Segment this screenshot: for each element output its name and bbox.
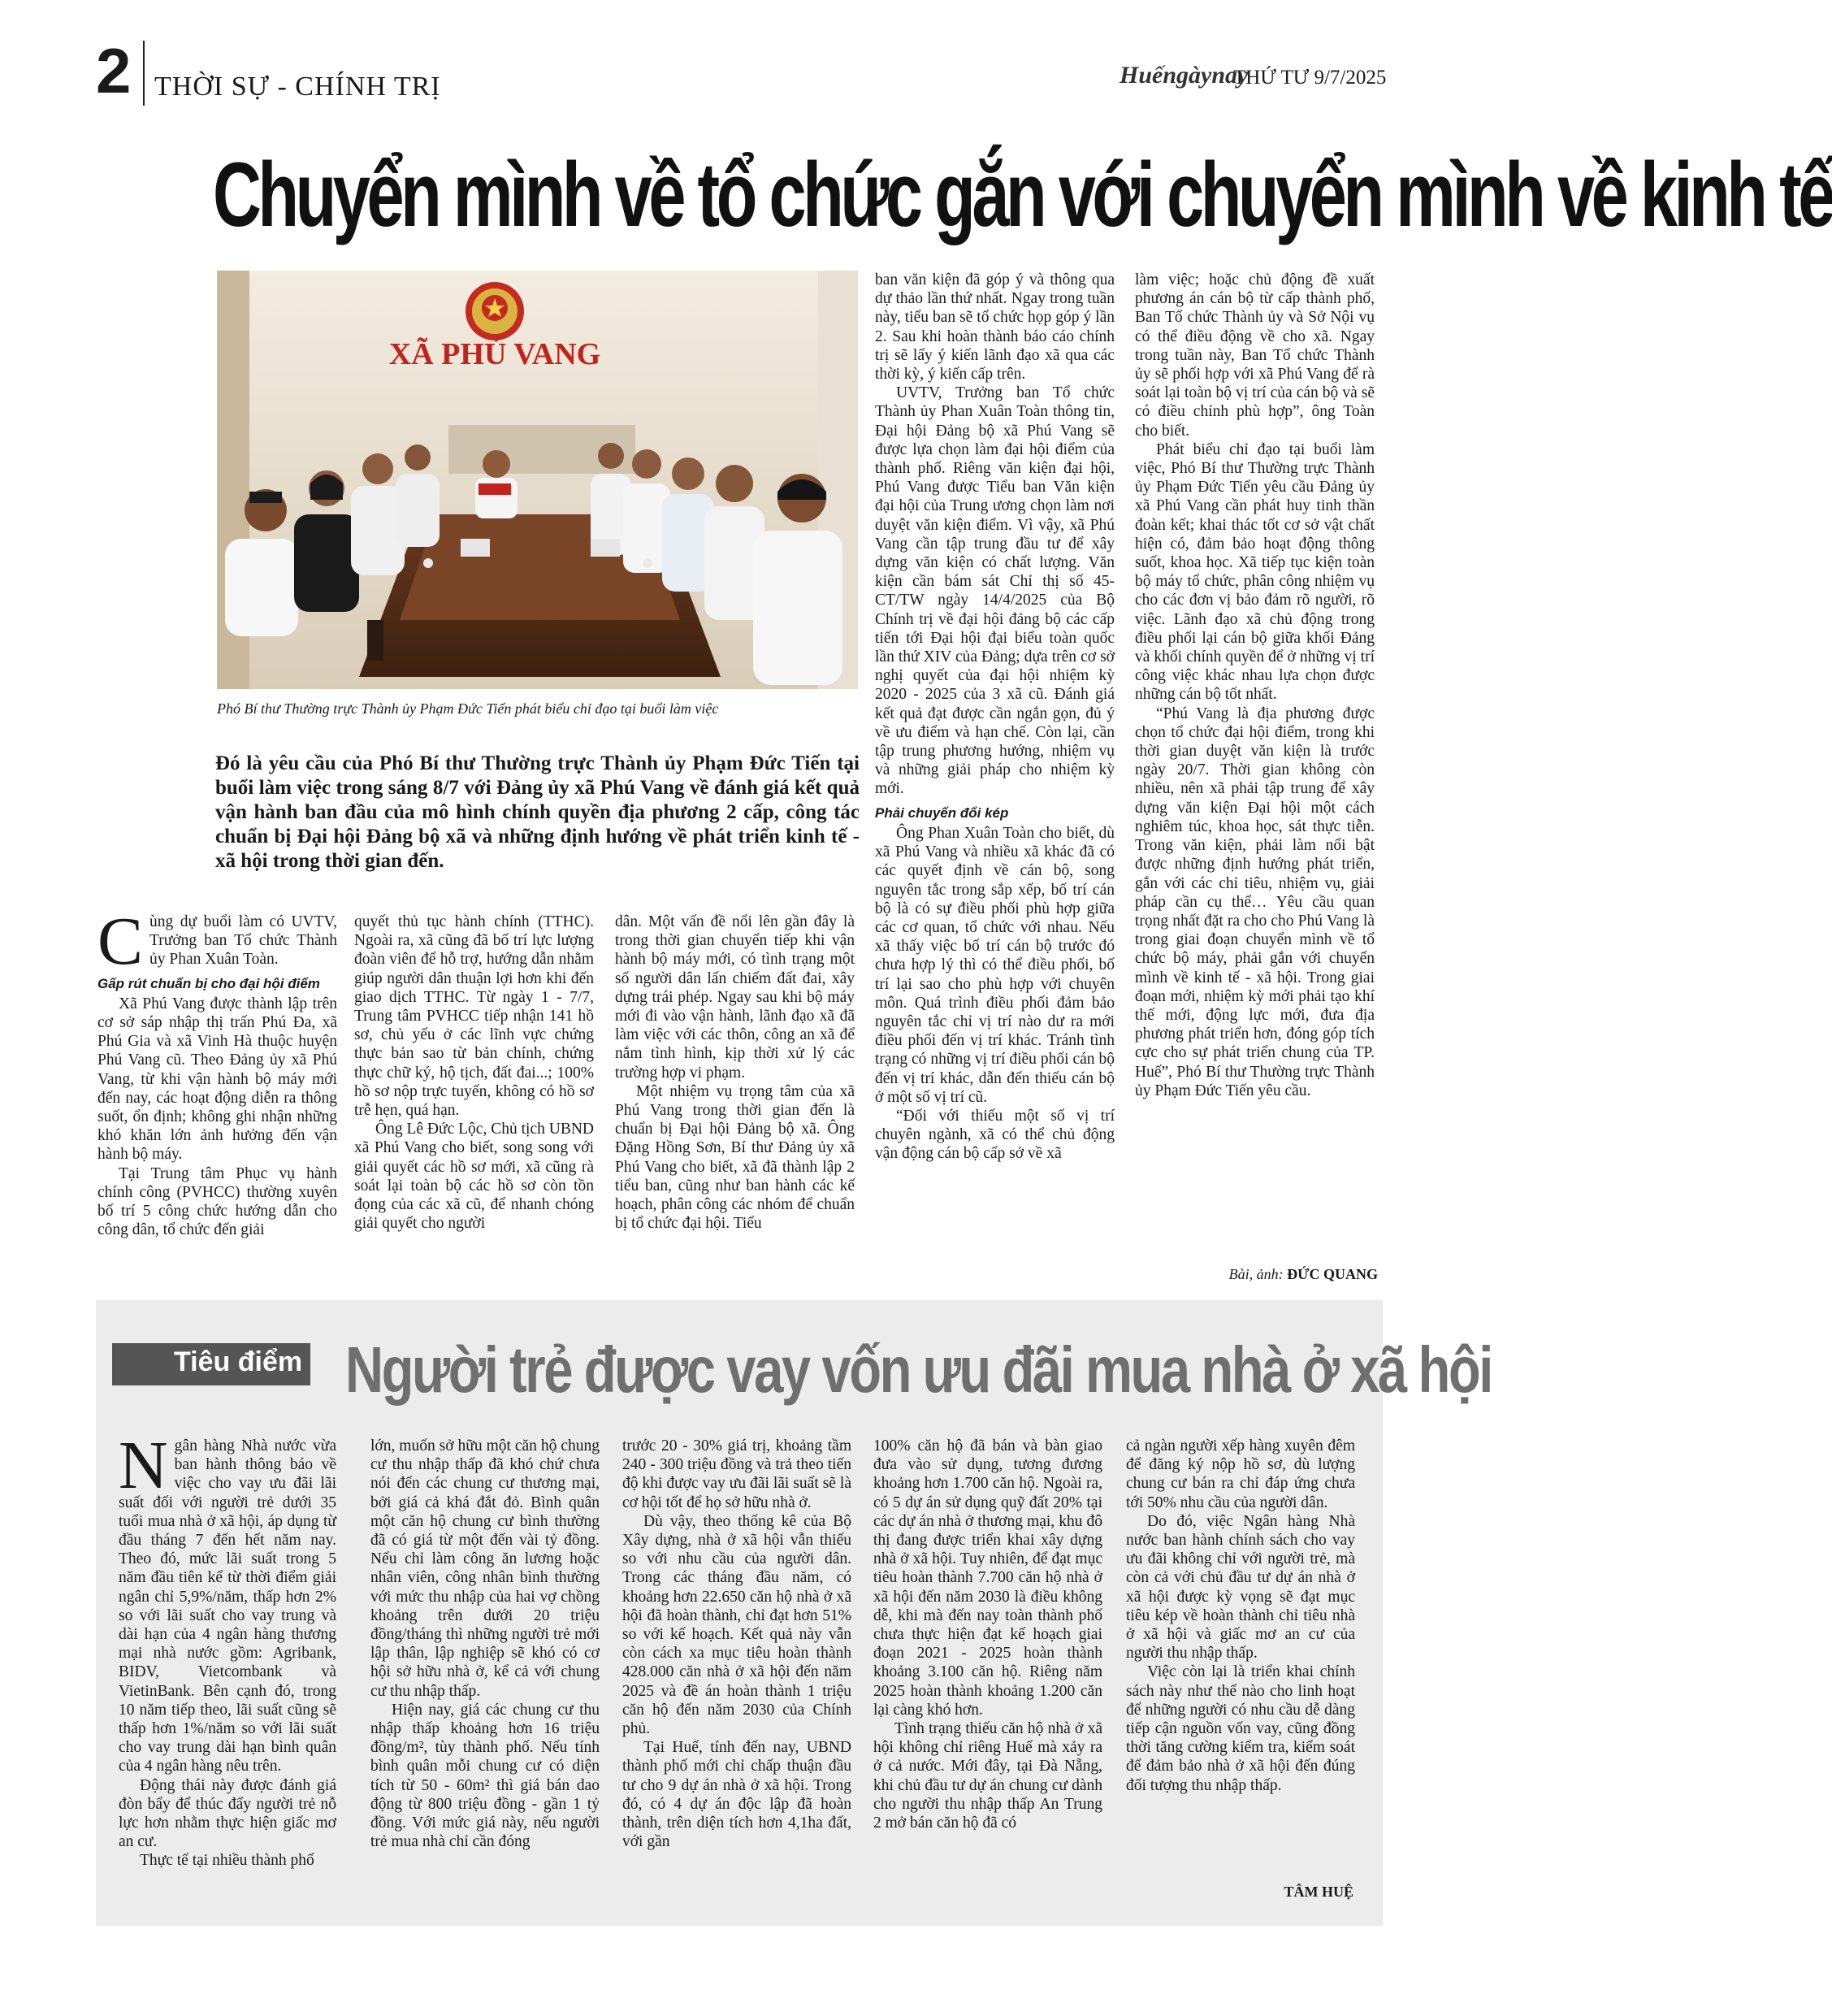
issue-date: THỨ TƯ 9/7/2025 [1233,67,1387,89]
article-photo [217,271,858,689]
paragraph: làm việc; hoặc chủ động đề xuất phương án cán bộ từ cấp thành phố, Ban Tổ chức Thành ủy và Sở Nội vụ có thể điều động về cho xã. Ngay trong tuần này, Ban Tổ chức Thành ủy sẽ phối hợp với xã Phú Vang để rà soát lại toàn bộ vị trí của cán bộ và sẽ có điều chỉnh phù hợp”, ông Toàn cho biết. [1135,271,1375,440]
paragraph: Tình trạng thiếu căn hộ nhà ở xã hội không chỉ riêng Huế mà xảy ra ở cả nước. Mới đây, tại Đà Nẵng, khi chủ đầu tư dự án chung cư dành cho người thu nhập thấp An Trung 2 mở bán căn hộ đã có [873,1720,1102,1832]
paragraph: Hiện nay, giá các chung cư thu nhập thấp khoảng hơn 16 triệu đồng/m², tùy thành phố. Nếu tính bình quân mỗi chung cư có diện tích từ 50 - 60m² thì giá bán dao động từ 800 triệu đồng - gần 1 tỷ đồng. Với mức giá này, nếu người trẻ mua nhà chỉ cần đóng [370,1701,600,1851]
dropcap: N [119,1428,168,1503]
article2-byline: TÂM HUỆ [1284,1884,1353,1900]
article1-column-1 [97,904,337,1239]
article2-column-3 [622,1437,851,1851]
paragraph: ùng dự buổi làm có UVTV, Trưởng ban Tổ chức Thành ủy Phan Xuân Toàn. [149,913,337,969]
article1-column-2 [354,913,594,1233]
paragraph: Do đó, việc Ngân hàng Nhà nước ban hành chính sách cho vay ưu đãi không chỉ với người trẻ, mà còn cả với chủ đầu tư dự án nhà ở xã hội được kỳ vọng sẽ đạt mục tiêu kép về hoàn thành chỉ tiêu nhà ở xã hội và giấc mơ an cư của người thu nhập thấp. [1126,1512,1355,1663]
header-divider [143,41,145,106]
article1-column-3 [615,913,855,1233]
paragraph: Việc còn lại là triển khai chính sách này như thế nào cho linh hoạt để những người có nhu cầu dễ dàng tiếp cận nguồn vốn vay, cũng đồng thời tăng cường kiểm tra, kiểm soát để đảm bảo nhà ở xã hội đến đúng đối tượng thu nhập thấp. [1126,1663,1355,1794]
article-headline: Chuyển mình về tổ chức gắn với chuyển mình về kinh tế [213,144,1832,245]
paragraph: “Phú Vang là địa phương được chọn tổ chức đại hội điểm, trong khi thời gian duyệt văn kiện là trước ngày 20/7. Thời gian không còn nhiều, nên xã phải tập trung để xây dựng văn kiện Đại hội một cách nghiêm túc, khoa học, sát thực tiễn. Trong văn kiện, phải làm nổi bật được những định hướng phát triển, gắn với các chỉ tiêu, nhiệm vụ, giải pháp cần cụ thể… Yêu cầu quan trọng nhất đặt ra cho cho Phú Vang là trong giai đoạn chuyển mình về tổ chức bộ máy, phải gắn với chuyển mình về kinh tế - xã hội. Trong giai đoạn mới, nhiệm kỳ mới phải tạo khí thế mới, động lực mới, đưa địa phương phát triển hơn, đóng góp tích cực cho sự phát triển chung của TP. Huế”, Phó Bí thư Thường trực Thành ủy Phạm Đức Tiến yêu cầu. [1135,705,1375,1099]
paragraph: trước 20 - 30% giá trị, khoảng tầm 240 - 300 triệu đồng và trả theo tiến độ khi được vay ưu đãi lãi suất sẽ là cơ hội tốt để họ sở hữu nhà ở. [622,1437,851,1511]
subheading: Gấp rút chuẩn bị cho đại hội điểm [97,975,320,991]
paragraph: quyết thủ tục hành chính (TTHC). Ngoài ra, xã cũng đã bố trí lực lượng đoàn viên để hỗ trợ, hướng dẫn nhằm giúp người dân thuận lợi hơn khi đến giao dịch TTHC. Từ ngày 1 - 7/7, Trung tâm PVHCC tiếp nhận 141 hồ sơ, chủ yếu ở các lĩnh vực chứng thực bản sao từ bản chính, chứng thực chữ ký, hộ tịch, đất đai...; 100% hồ sơ nộp trực tuyến, không có hồ sơ trễ hẹn, quá hạn. [354,913,594,1120]
article2-column-1 [119,1428,336,1871]
paragraph: ban văn kiện đã góp ý và thông qua dự thảo lần thứ nhất. Ngay trong tuần này, tiểu ban sẽ tổ chức họp góp ý lần 2. Sau khi hoàn thành báo cáo chính trị sẽ lấy ý kiến lãnh đạo xã qua các thời kỳ, ý kiến cấp trên. [875,271,1115,384]
paragraph: Động thái này được đánh giá đòn bẩy để thúc đẩy người trẻ nỗ lực hơn nhằm thực hiện giấc mơ an cư. [119,1776,336,1851]
subheading: Phải chuyển đổi kép [875,804,1009,821]
paragraph: Tại Huế, tính đến nay, UBND thành phố mới chỉ chấp thuận đầu tư cho 9 dự án nhà ở xã hội. Trong đó, có 4 dự án độc lập đã hoàn thành, trên diện tích hơn 4,1ha đất, với gần [622,1739,851,1851]
paragraph: Một nhiệm vụ trọng tâm của xã Phú Vang trong thời gian đến là chuẩn bị Đại hội Đảng bộ xã. Ông Đặng Hồng Sơn, Bí thư Đảng ủy xã Phú Vang cho biết, xã đã thành lập 2 tiểu ban, cũng như ban hành các kế hoạch, phân công các nhóm để chuẩn bị tổ chức đại hội. Tiểu [615,1082,855,1233]
paragraph: 100% căn hộ đã bán và bàn giao đưa vào sử dụng, tương đương khoảng hơn 1.700 căn hộ. Ngoài ra, có 5 dự án sử dụng quỹ đất 20% tại các dự án nhà ở thương mại, khu đô thị đang được triển khai xây dựng nhà ở xã hội. Tuy nhiên, để đạt mục tiêu hoàn thành 7.700 căn hộ nhà ở xã hội đến năm 2030 là điều không dễ, khi mà đến nay toàn thành phố chưa thực hiện đạt kế hoạch giai đoạn 2021 - 2025 hoàn thành khoảng 3.100 căn hộ. Riêng năm 2025 hoàn thành khoảng 1.200 căn lại càng khó hơn. [873,1437,1102,1719]
article2-column-5 [1126,1437,1355,1795]
paragraph: lớn, muốn sở hữu một căn hộ chung cư thu nhập thấp đã khó chứ chưa nói đến các chung cư thương mại, bởi giá cả khá đắt đỏ. Bình quân một căn hộ chung cư bình thường đã có giá từ một đến vài tỷ đồng. Nếu chỉ làm công ăn lương hoặc nhân viên, công nhân bình thường với mức thu nhập của hai vợ chồng khoảng trên dưới 20 triệu đồng/tháng thì những người trẻ mới lập thân, lập nghiệp sẽ khó có cơ hội sở hữu nhà ở, kể cả với chung cư thu nhập thấp. [370,1437,600,1700]
photo-caption: Phó Bí thư Thường trực Thành ủy Phạm Đức Tiến phát biểu chỉ đạo tại buổi làm việc [217,700,719,717]
paragraph: cả ngàn người xếp hàng xuyên đêm để đăng ký nộp hồ sơ, dù lượng chung cư bán ra chỉ đáp ứng chưa tới 50% nhu cầu của người dân. [1126,1437,1355,1511]
page-number: 2 [96,35,132,106]
paragraph: Xã Phú Vang được thành lập trên cơ sở sáp nhập thị trấn Phú Đa, xã Phú Gia và xã Vinh Hà thuộc huyện Phú Vang cũ. Theo Đảng ủy xã Phú Vang, từ khi vận hành bộ máy mới đến nay, các hoạt động diễn ra thông suốt, ổn định; không ghi nhận những khó khăn lớn ảnh hưởng đến vận hành bộ máy. [97,995,337,1164]
paragraph: Dù vậy, theo thống kê của Bộ Xây dựng, nhà ở xã hội vẫn thiếu so với nhu cầu của người dân. Trong các tháng đầu năm, có khoảng hơn 22.650 căn hộ nhà ở xã hội đã hoàn thành, chỉ đạt hơn 51% so với kế hoạch. Kết quả này vẫn còn cách xa mục tiêu hoàn thành 428.000 căn nhà ở xã hội đến năm 2025 và đề án hoàn thành 1 triệu căn hộ đến năm 2030 của Chính phủ. [622,1512,851,1738]
photo-sign: XÃ PHÚ VANG [388,337,601,371]
article2-column-2 [370,1437,600,1851]
paragraph: gân hàng Nhà nước vừa ban hành thông báo về việc cho vay ưu đãi lãi suất đối với người trẻ dưới 35 tuổi mua nhà ở xã hội, áp dụng từ đầu tháng 7 đến hết năm nay. Theo đó, mức lãi suất trong 5 năm đầu tiên kể từ thời điểm giải ngân chỉ 5,9%/năm, thấp hơn 2% so với lãi suất cho vay trung và dài hạn của 4 ngân hàng thương mại nhà nước gồm: Agribank, BIDV, Vietcombank và VietinBank. Bên cạnh đó, trong 10 năm tiếp theo, lãi suất cũng sẽ thấp hơn 1%/năm so với lãi suất cho vay trung dài hạn bình quân của 4 ngân hàng nêu trên. [119,1437,336,1775]
section-title: THỜI SỰ - CHÍNH TRỊ [154,72,441,102]
paragraph: Thực tế tại nhiều thành phố [140,1852,314,1870]
paragraph: Phát biểu chỉ đạo tại buổi làm việc, Phó Bí thư Thường trực Thành ủy Phạm Đức Tiến yêu cầu Đảng ủy xã Phú Vang cần phát huy tinh thần đoàn kết; khai thác tốt cơ sở vật chất hiện có, đảm bảo hoạt động thông suốt, khoa học. Xã tiếp tục kiện toàn bộ máy tổ chức, phân công nhiệm vụ cho các đơn vị bảo đảm rõ người, rõ việc. Lãnh đạo xã chủ động trong điều phối lại cán bộ giữa khối Đảng và khối chính quyền để ở những vị trí công việc khác nhau lựa chọn được những cán bộ tốt nhất. [1135,440,1375,704]
dropcap: C [97,904,144,979]
byline-author: ĐỨC QUANG [1287,1266,1378,1282]
article2-column-4 [873,1437,1102,1832]
paragraph: UVTV, Trưởng ban Tổ chức Thành ủy Phan Xuân Toàn thông tin, Đại hội Đảng bộ xã Phú Vang sẽ được lựa chọn làm đại hội điểm của thành phố. Riêng văn kiện đại hội, Phú Vang được Tiểu ban Văn kiện đại hội của Trung ương chọn làm nơi duyệt văn kiện điểm. Vì vậy, xã Phú Vang cần tập trung đầu tư để xây dựng văn kiện có chất lượng. Văn kiện cần bám sát Chỉ thị số 45-CT/TW ngày 14/4/2025 của Bộ Chính trị về đại hội đảng bộ các cấp tiến tới Đại hội đại biểu toàn quốc lần thứ XIV của Đảng; dựa trên cơ sở nghị quyết của đại hội nhiệm kỳ 2020 - 2025 của 3 xã cũ. Đánh giá kết quả đạt được cần ngắn gọn, đủ ý về ưu điểm và hạn chế. Còn lại, cần tập trung phương hướng, nhiệm vụ và những giải pháp cho nhiệm kỳ mới. [875,384,1115,798]
article1-byline [1229,1266,1378,1283]
article2-headline: Người trẻ được vay vốn ưu đãi mua nhà ở xã hội [345,1333,1492,1406]
byline-label: Bài, ảnh: [1228,1266,1284,1282]
paragraph: Ông Phan Xuân Toàn cho biết, dù xã Phú Vang và nhiều xã khác đã có các quyết định về cán bộ, song nguyên tắc trong sắp xếp, bố trí cán bộ là có sự điều phối phù hợp giữa các cơ quan, tổ chức với nhau. Nếu xã thấy việc bố trí cán bộ trước đó chưa hợp lý thì có thể điều phối, bố trí lại sao cho phù hợp với chuyên môn. Quá trình điều phối đảm bảo nguyên tắc chỉ vị trí nào dư ra mới điều phối đến vị trí khác. Tránh tình trạng có những vị trí điều phối cán bộ đến vị trí khác, dẫn đến thiếu cán bộ ở một số vị trí cũ. [875,824,1115,1106]
newspaper-logo: Huếngàynay [1120,62,1249,89]
paragraph: “Đối với thiếu một số vị trí chuyên ngành, xã có thể chủ động vận động cán bộ cấp sở về xã [875,1107,1115,1163]
paragraph: dân. Một vấn đề nổi lên gần đây là trong thời gian chuyển tiếp khi vận hành bộ máy mới, có tình trạng một số người dân lấn chiếm đất đai, xây dựng trái phép. Ngay sau khi bộ máy mới đi vào vận hành, lãnh đạo xã đã làm việc với các thôn, công an xã để nắm tình hình, kịp thời xử lý các trường hợp vi phạm. [615,913,855,1082]
national-emblem-icon [466,282,524,340]
article1-column-4 [875,271,1115,1164]
article1-column-5 [1135,271,1375,1100]
paragraph: Ông Lê Đức Lộc, Chủ tịch UBND xã Phú Vang cho biết, song song với giải quyết các hồ sơ mới, xã cũng rà soát lại toàn bộ các hồ sơ còn tồn đọng của các xã cũ, để nhanh chóng giải quyết cho người [354,1121,594,1233]
paragraph: Tại Trung tâm Phục vụ hành chính công (PVHCC) thường xuyên bố trí 5 công chức hướng dẫn cho công dân, tổ chức đến giải [97,1164,337,1239]
tieu-diem-label: Tiêu điểm [174,1346,303,1377]
article-lead: Đó là yêu cầu của Phó Bí thư Thường trực Thành ủy Phạm Đức Tiến tại buổi làm việc trong sáng 8/7 với Đảng ủy xã Phú Vang về đánh giá kết quả vận hành ban đầu của mô hình chính quyền địa phương 2 cấp, công tác chuẩn bị Đại hội Đảng bộ xã và những định hướng về phát triển kinh tế - xã hội trong thời gian đến. [215,752,860,872]
